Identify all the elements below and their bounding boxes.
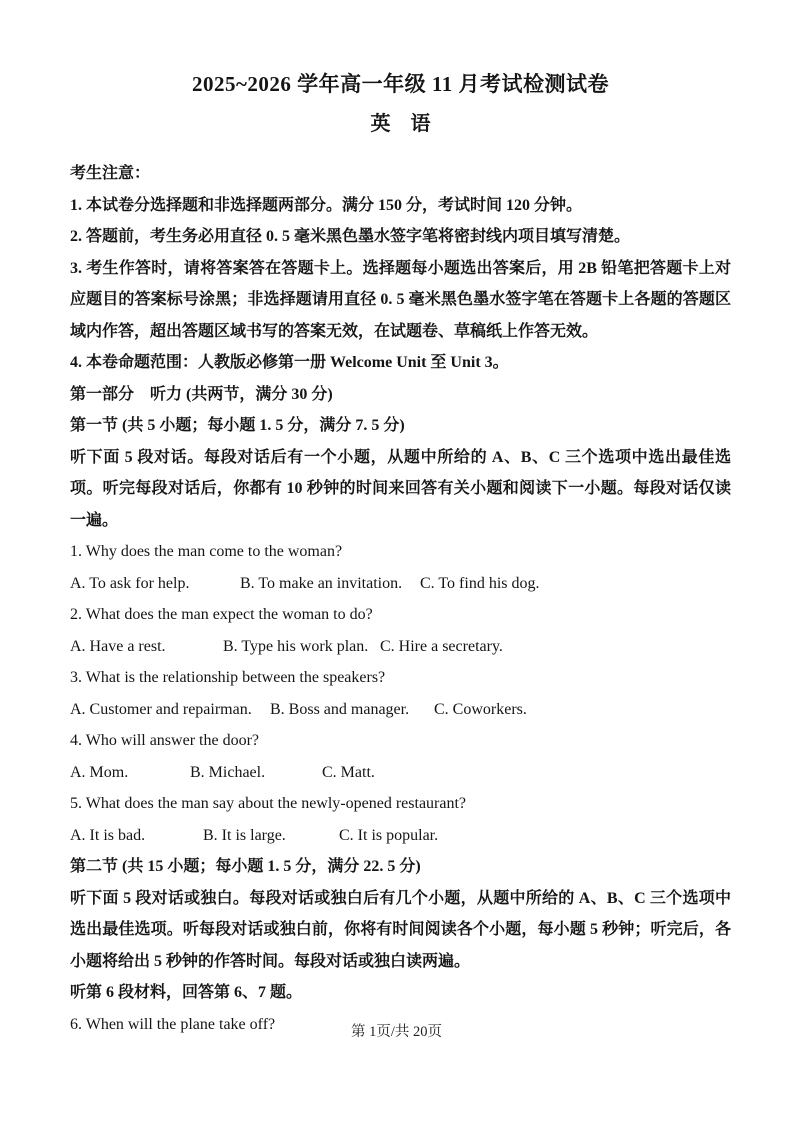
page-footer: 第 1页/共 20页 [350,1024,443,1040]
question-1-option-c: C. To find his dog. [420,574,540,592]
section1-heading: 第一节 (共 5 小题；每小题 1. 5 分，满分 7. 5 分) [70,417,405,434]
question-1-option-b: B. To make an invitation. [240,574,403,592]
question-2-option-a: A. Have a rest. [70,637,166,655]
question-3-text: 3. What is the relationship between the speakers? [70,669,386,686]
question-5-options [70,820,731,852]
notice-item-4: 4. 本卷命题范围：人教版必修第一册 Welcome Unit 至 Unit 3。 [70,354,509,371]
question-3-option-c: C. Coworkers. [434,700,527,718]
question-4-options [70,757,731,789]
question-6-text: 6. When will the plane take off? [70,1015,276,1033]
part1-heading: 第一部分 听力 (共两节，满分 30 分) [70,385,333,403]
section2-heading: 第二节 (共 15 小题；每小题 1. 5 分，满分 22. 5 分) [70,858,421,875]
notice-heading: 考生注意： [70,165,151,182]
section2-instructions: 听下面 5 段对话或独白。每段对话或独白后有几个小题，从题中所给的 A、B、C 三个选项中选出最佳选项。听每段对话或独白前，你将有时间阅读各个小题，每小题 5 秒钟；听完后，各小题将给出 5 秒钟的作答时间。每段对话或独白读两遍。 [70,889,731,970]
notice-item-1: 1. 本试卷分选择题和非选择题两部分。满分 150 分，考试时间 120 分钟。 [70,196,583,214]
question-1-text: 1. Why does the man come to the woman? [70,543,343,560]
question-4-text: 4. Who will answer the door? [70,732,259,749]
question-5-option-b: B. It is large. [203,826,286,844]
question-1-option-a: A. To ask for help. [70,574,190,592]
question-4-option-a: A. Mom. [70,763,129,781]
notice-item-3: 3. 考生作答时，请将答案答在答题卡上。选择题每小题选出答案后，用 2B 铅笔把答题卡上对应题目的答案标号涂黑；非选择题请用直径 0. 5 毫米黑色墨水签字笔在答题卡上各题的答题区域内作答，超出答题区域书写的答案无效，在试题卷、草稿纸上作答无效。 [70,259,731,340]
question-5-option-c: C. It is popular. [339,826,439,844]
question-4-option-c: C. Matt. [322,763,375,781]
question-4-option-b: B. Michael. [190,763,266,781]
question-2-option-c: C. Hire a secretary. [380,637,503,655]
question-1-options [70,568,731,600]
page-subtitle: 英 语 [370,113,431,135]
question-2-option-b: B. Type his work plan. [223,637,369,655]
section1-instructions: 听下面 5 段对话。每段对话后有一个小题，从题中所给的 A、B、C 三个选项中选出最佳选项。听完每段对话后，你都有 10 秒钟的时间来回答有关小题和阅读下一小题。每段对话仅读一遍。 [70,448,731,529]
page-title: 2025~2026 学年高一年级 11 月考试检测试卷 [191,72,609,96]
notice-item-2: 2. 答题前，考生务必用直径 0. 5 毫米黑色墨水签字笔将密封线内项目填写清楚。 [70,228,631,245]
question-2-text: 2. What does the man expect the woman to do? [70,606,373,623]
question-2-options [70,631,731,663]
question-3-option-a: A. Customer and repairman. [70,700,252,718]
question-5-option-a: A. It is bad. [70,826,146,844]
question-3-option-b: B. Boss and manager. [270,700,410,718]
section2-material-note: 听第 6 段材料，回答第 6、7 题。 [70,984,303,1001]
question-5-text: 5. What does the man say about the newly-opened restaurant? [70,795,467,812]
question-3-options [70,694,731,726]
